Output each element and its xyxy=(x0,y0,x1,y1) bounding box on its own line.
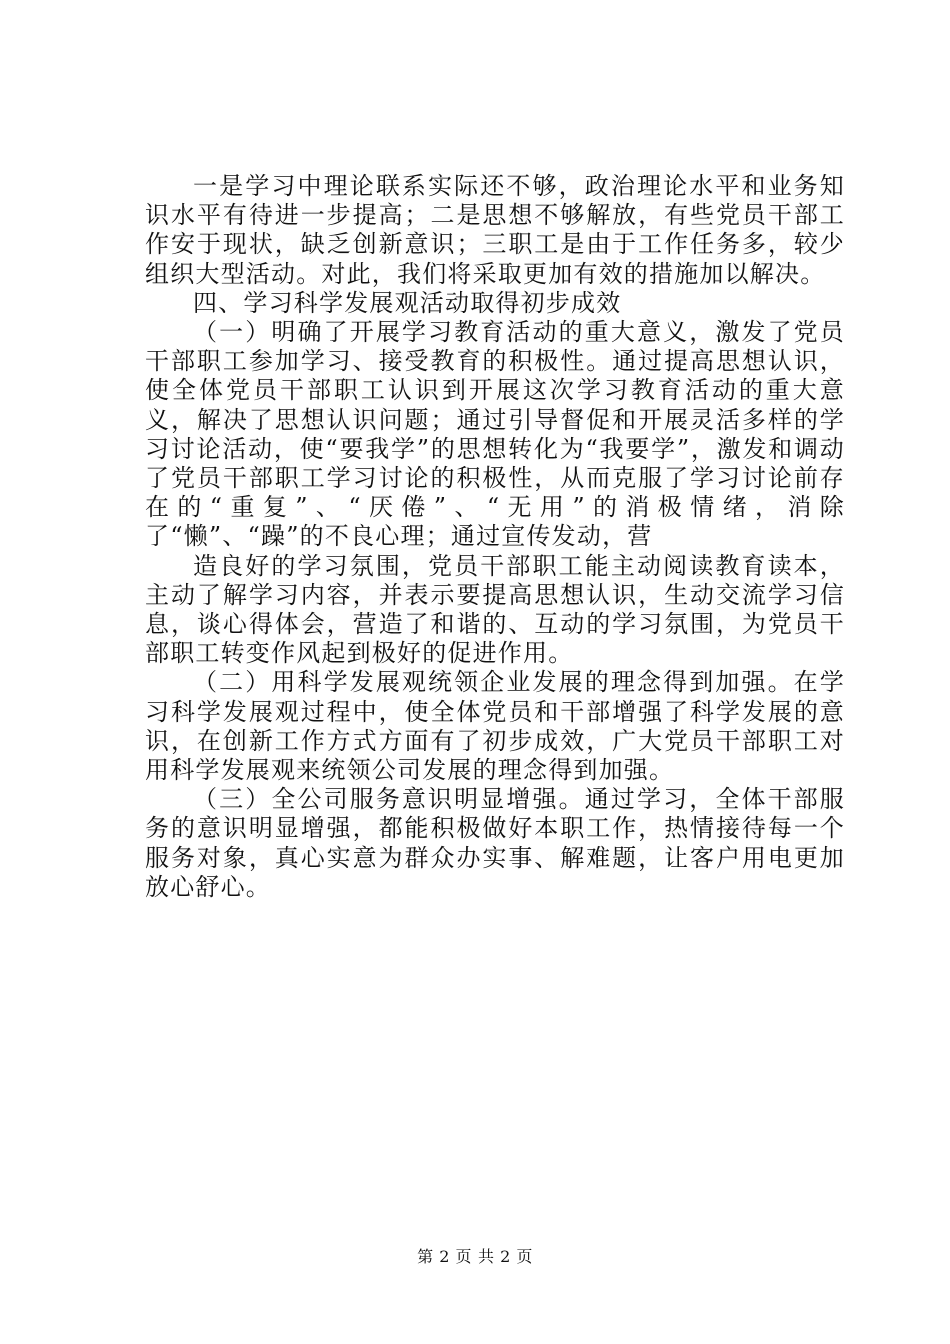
paragraph-item-one-continued: 造良好的学习氛围，党员干部职工能主动阅读教育读本，主动了解学习内容，并表示要提高思想认识，生动交流学习信息，谈心得体会，营造了和谐的、互动的学习氛围，为党员干部职工转变作风起到极好的促进作用。 xyxy=(145,551,845,668)
section-heading: 四、学习科学发展观活动取得初步成效 xyxy=(193,288,622,317)
paragraph-item-three: （三）全公司服务意识明显增强。通过学习，全体干部服务的意识明显增强，都能积极做好本职工作，热情接待每一个服务对象，真心实意为群众办实事、解难题，让客户用电更加放心舒心。 xyxy=(145,785,845,901)
page-footer xyxy=(0,1244,950,1267)
page-number: 第 2 页 xyxy=(417,1247,472,1266)
paragraph-shortcomings: 一是学习中理论联系实际还不够，政治理论水平和业务知识水平有待进一步提高；二是思想不够解放，有些党员干部工作安于现状，缺乏创新意识；三职工是由于工作任务多，较少组织大型活动。对此，我们将采取更加有效的措施加以解决。 xyxy=(145,172,845,288)
page-total: 共 2 页 xyxy=(478,1247,533,1266)
paragraph-item-one: （一）明确了开展学习教育活动的重大意义，激发了党员干部职工参加学习、接受教育的积极性。通过提高思想认识，使全体党员干部职工认识到开展这次学习教育活动的重大意义，解决了思想认识问题；通过引导督促和开展灵活多样的学习讨论活动，使“要我学”的思想转化为“我要学”，激发和调动了党员干部职工学习讨论的积极性，从而克服了学习讨论前存在的“重复”、“厌倦”、“无用”的消极情绪，消除了“懒”、“躁”的不良心理；通过宣传发动，营 xyxy=(145,318,845,551)
document-body xyxy=(145,172,845,902)
paragraph-item-two: （二）用科学发展观统领企业发展的理念得到加强。在学习科学发展观过程中，使全体党员和干部增强了科学发展的意识，在创新工作方式方面有了初步成效，广大党员干部职工对用科学发展观来统领公司发展的理念得到加强。 xyxy=(145,668,845,785)
